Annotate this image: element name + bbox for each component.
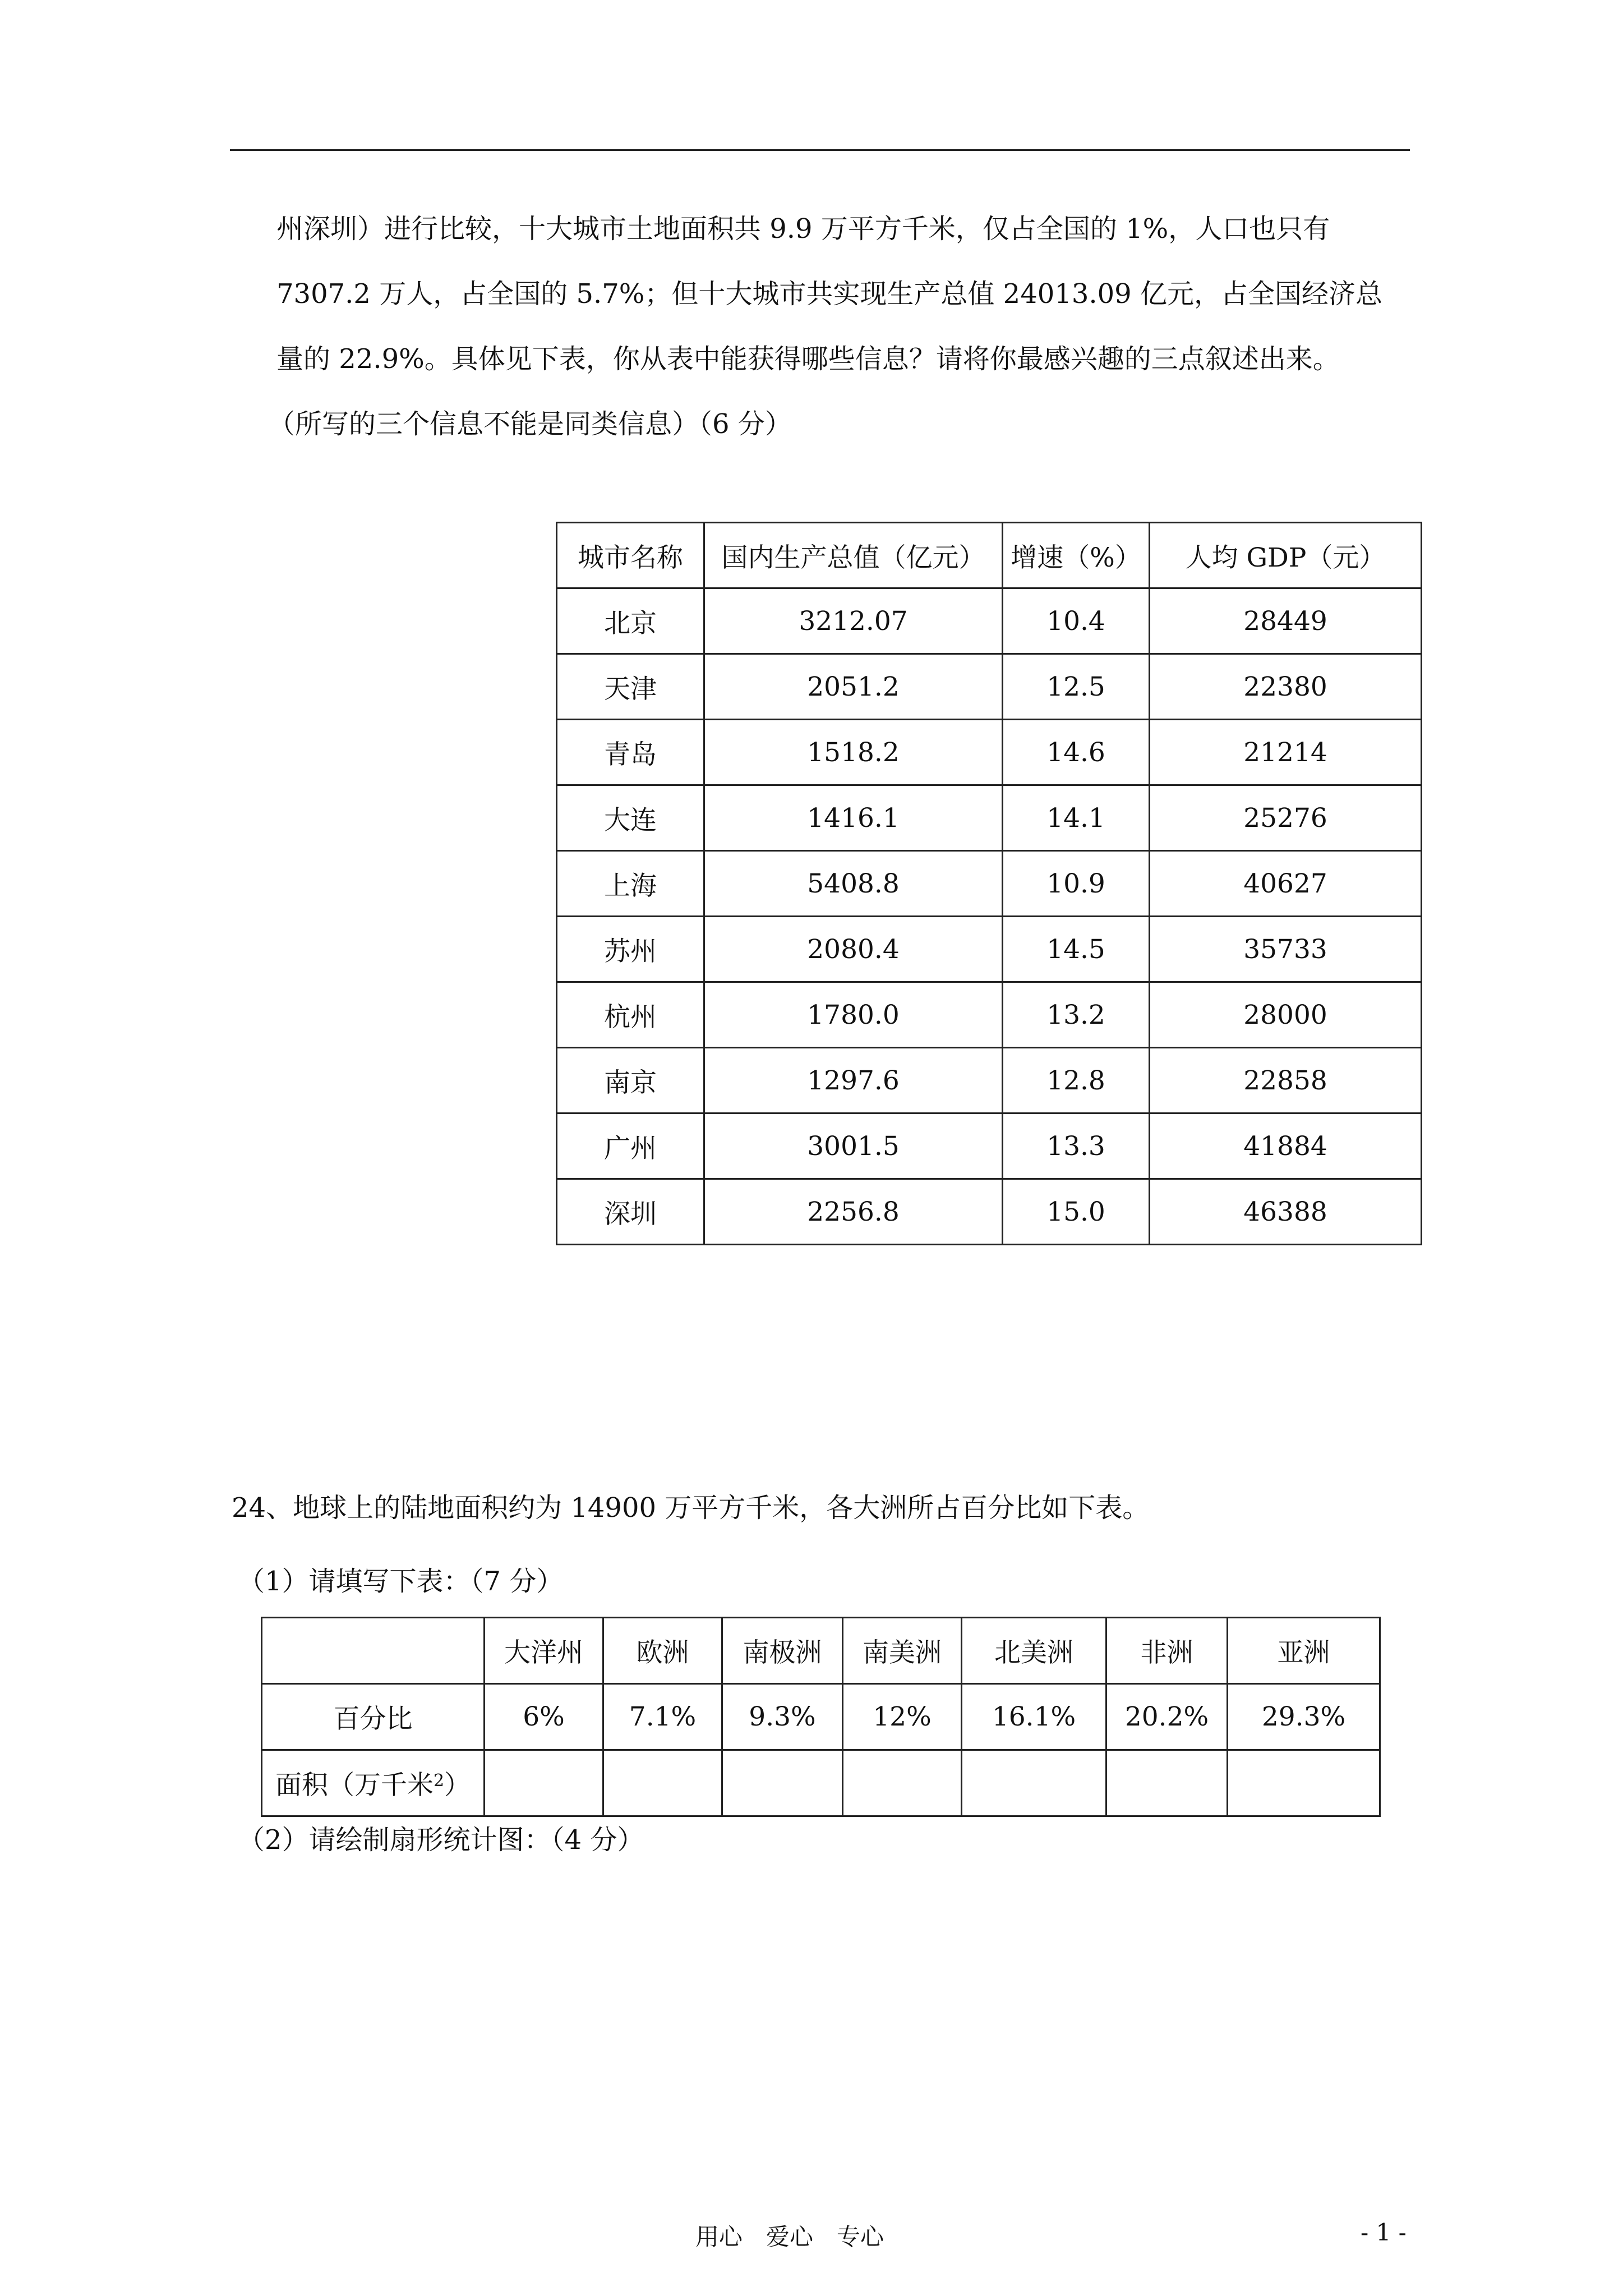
city-name: 苏州 <box>557 917 704 982</box>
area-row <box>262 1750 1380 1816</box>
continent-name: 亚洲 <box>1228 1618 1380 1684</box>
growth-value: 10.9 <box>1003 851 1150 917</box>
percent-value: 6% <box>485 1684 603 1750</box>
percent-value: 16.1% <box>962 1684 1106 1750</box>
per-capita-value: 25276 <box>1150 785 1422 851</box>
city-gdp-table <box>556 522 1422 1245</box>
gdp-value: 2051.2 <box>704 654 1003 720</box>
area-label-text: 面积（万千米 <box>275 1770 434 1801</box>
table-row <box>557 1179 1422 1245</box>
growth-value: 13.2 <box>1003 982 1150 1048</box>
continent-name: 大洋州 <box>485 1618 603 1684</box>
intro-line-2: 7307.2 万人，占全国的 5.7%；但十大城市共实现生产总值 24013.09 亿元，占全国经济总 <box>276 278 1382 310</box>
per-capita-value: 35733 <box>1150 917 1422 982</box>
gdp-value: 3001.5 <box>704 1114 1003 1179</box>
city-name: 南京 <box>557 1048 704 1114</box>
per-capita-value: 41884 <box>1150 1114 1422 1179</box>
per-capita-value: 28449 <box>1150 588 1422 654</box>
question-24-title: 24、地球上的陆地面积约为 14900 万平方千米，各大洲所占百分比如下表。 <box>232 1492 1150 1524</box>
header-per-capita: 人均 GDP（元） <box>1150 523 1422 588</box>
area-label <box>262 1750 485 1816</box>
area-label-superscript: 2 <box>433 1771 445 1791</box>
city-name: 北京 <box>557 588 704 654</box>
city-name: 青岛 <box>557 720 704 785</box>
table-row <box>557 654 1422 720</box>
per-capita-value: 28000 <box>1150 982 1422 1048</box>
intro-line-3: 量的 22.9%。具体见下表，你从表中能获得哪些信息？请将你最感兴趣的三点叙述出来。 <box>276 343 1340 375</box>
per-capita-value: 21214 <box>1150 720 1422 785</box>
gdp-value: 5408.8 <box>704 851 1003 917</box>
gdp-value: 1780.0 <box>704 982 1003 1048</box>
gdp-value: 1297.6 <box>704 1048 1003 1114</box>
growth-value: 14.1 <box>1003 785 1150 851</box>
city-name: 天津 <box>557 654 704 720</box>
area-answer-cell[interactable] <box>722 1750 843 1816</box>
percent-row <box>262 1684 1380 1750</box>
area-answer-cell[interactable] <box>603 1750 722 1816</box>
per-capita-value: 22858 <box>1150 1048 1422 1114</box>
table-row <box>557 1048 1422 1114</box>
table-row <box>557 917 1422 982</box>
percent-label: 百分比 <box>262 1684 485 1750</box>
header-gdp: 国内生产总值（亿元） <box>704 523 1003 588</box>
gdp-value: 2256.8 <box>704 1179 1003 1245</box>
area-answer-cell[interactable] <box>843 1750 962 1816</box>
table-row <box>557 1114 1422 1179</box>
growth-value: 10.4 <box>1003 588 1150 654</box>
header-city: 城市名称 <box>557 523 704 588</box>
percent-value: 29.3% <box>1228 1684 1380 1750</box>
city-name: 大连 <box>557 785 704 851</box>
area-label-close: ） <box>444 1770 471 1801</box>
table-row <box>557 785 1422 851</box>
continent-name: 欧洲 <box>603 1618 722 1684</box>
blank-corner-cell <box>262 1618 485 1684</box>
intro-line-1: 州深圳）进行比较，十大城市土地面积共 9.9 万平方千米，仅占全国的 1%，人口也只有 <box>276 213 1330 245</box>
gdp-value: 1416.1 <box>704 785 1003 851</box>
question-24-part1: （1）请填写下表：（7 分） <box>238 1566 564 1597</box>
city-name: 杭州 <box>557 982 704 1048</box>
growth-value: 15.0 <box>1003 1179 1150 1245</box>
per-capita-value: 46388 <box>1150 1179 1422 1245</box>
area-answer-cell[interactable] <box>1228 1750 1380 1816</box>
page-number: - 1 - <box>1361 2219 1407 2246</box>
growth-value: 14.6 <box>1003 720 1150 785</box>
table-row <box>557 588 1422 654</box>
city-name: 上海 <box>557 851 704 917</box>
percent-value: 7.1% <box>603 1684 722 1750</box>
growth-value: 13.3 <box>1003 1114 1150 1179</box>
continent-area-table <box>261 1617 1381 1817</box>
continent-name: 非洲 <box>1106 1618 1228 1684</box>
table-row <box>557 851 1422 917</box>
question-24-part2: （2）请绘制扇形统计图：（4 分） <box>238 1824 644 1856</box>
city-name: 深圳 <box>557 1179 704 1245</box>
area-answer-cell[interactable] <box>962 1750 1106 1816</box>
percent-value: 12% <box>843 1684 962 1750</box>
gdp-value: 1518.2 <box>704 720 1003 785</box>
growth-value: 12.5 <box>1003 654 1150 720</box>
per-capita-value: 40627 <box>1150 851 1422 917</box>
area-answer-cell[interactable] <box>1106 1750 1228 1816</box>
continent-name: 南极洲 <box>722 1618 843 1684</box>
header-rule <box>230 149 1410 151</box>
table-header-row <box>557 523 1422 588</box>
gdp-value: 2080.4 <box>704 917 1003 982</box>
area-answer-cell[interactable] <box>485 1750 603 1816</box>
table-row <box>557 982 1422 1048</box>
continent-name: 北美洲 <box>962 1618 1106 1684</box>
intro-line-4: （所写的三个信息不能是同类信息）（6 分） <box>268 408 792 440</box>
percent-value: 20.2% <box>1106 1684 1228 1750</box>
percent-value: 9.3% <box>722 1684 843 1750</box>
growth-value: 12.8 <box>1003 1048 1150 1114</box>
footer-motto: 用心 爱心 专心 <box>695 2223 884 2251</box>
table-row <box>557 720 1422 785</box>
continent-header-row <box>262 1618 1380 1684</box>
continent-name: 南美洲 <box>843 1618 962 1684</box>
gdp-value: 3212.07 <box>704 588 1003 654</box>
city-name: 广州 <box>557 1114 704 1179</box>
header-growth: 增速（%） <box>1003 523 1150 588</box>
per-capita-value: 22380 <box>1150 654 1422 720</box>
growth-value: 14.5 <box>1003 917 1150 982</box>
